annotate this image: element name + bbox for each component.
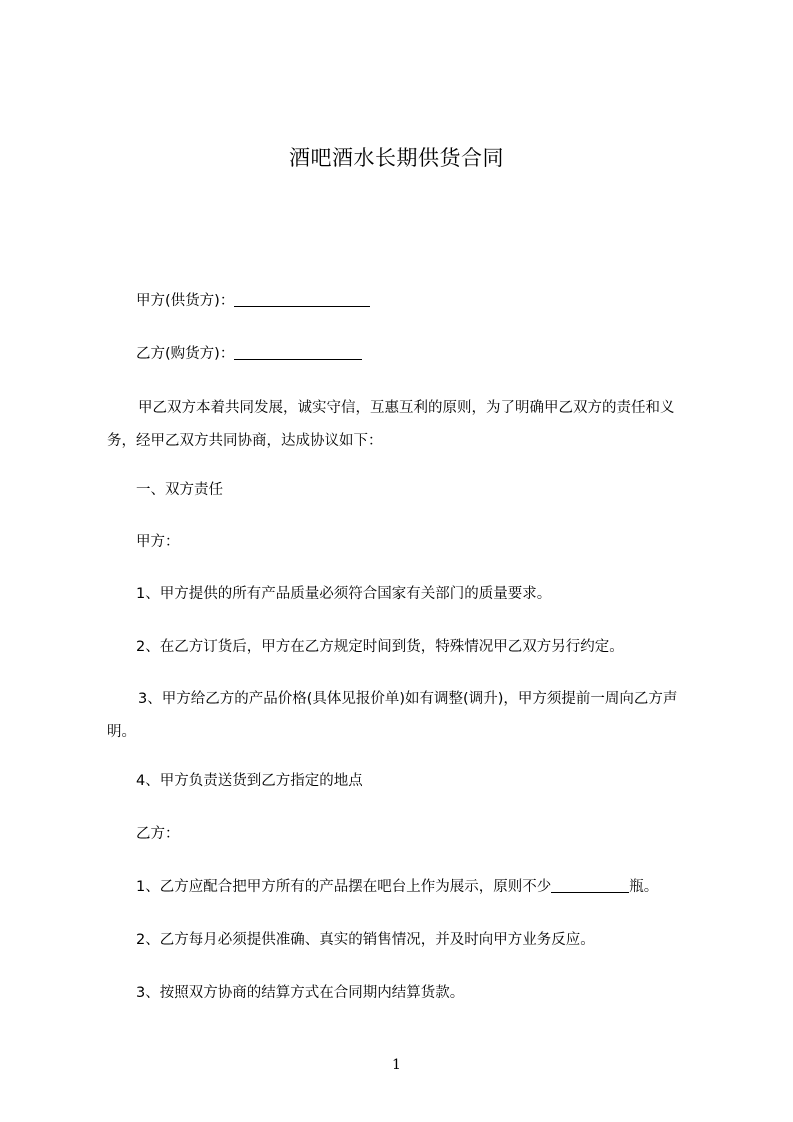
party-a-item-4: 4、甲方负责送货到乙方指定的地点: [136, 773, 363, 789]
party-b-item-1: [136, 876, 658, 898]
party-a-item-1: 1、甲方提供的所有产品质量必须符合国家有关部门的质量要求。: [136, 586, 552, 602]
party-a-blank: [234, 292, 370, 307]
bottle-count-blank: [551, 878, 629, 893]
party-a-item-2: 2、在乙方订货后，甲方在乙方规定时间到货，特殊情况甲乙双方另行约定。: [136, 639, 624, 655]
section-heading: 一、双方责任: [136, 482, 223, 498]
party-b-item-3: 3、按照双方协商的结算方式在合同期内结算货款。: [136, 985, 465, 1001]
party-b-blank: [234, 345, 362, 360]
party-b-item-1-unit: 瓶。: [629, 879, 659, 895]
party-b-label: 乙方(购货方)：: [136, 346, 235, 362]
party-b-item-2: 2、乙方每月必须提供准确、真实的销售情况，并及时向甲方业务反应。: [136, 932, 595, 948]
party-a-label: 甲方(供货方)：: [136, 293, 235, 309]
intro-paragraph: 甲乙双方本着共同发展，诚实守信，互惠互利的原则，为了明确甲乙双方的责任和义务，经甲乙双方共同协商，达成协议如下：: [107, 400, 675, 449]
party-a-heading: 甲方：: [136, 534, 180, 550]
page-number: 1: [392, 1057, 401, 1073]
party-a-item-3: 3、甲方给乙方的产品价格(具体见报价单)如有调整(调升)，甲方须提前一周向乙方声明。: [107, 691, 678, 740]
party-b-line: [136, 343, 362, 365]
document-title: 酒吧酒水长期供货合同: [289, 146, 504, 170]
party-b-item-1-text: 1、乙方应配合把甲方所有的产品摆在吧台上作为展示，原则不少: [136, 879, 552, 895]
party-a-line: [136, 290, 370, 312]
party-b-heading: 乙方：: [136, 826, 180, 842]
